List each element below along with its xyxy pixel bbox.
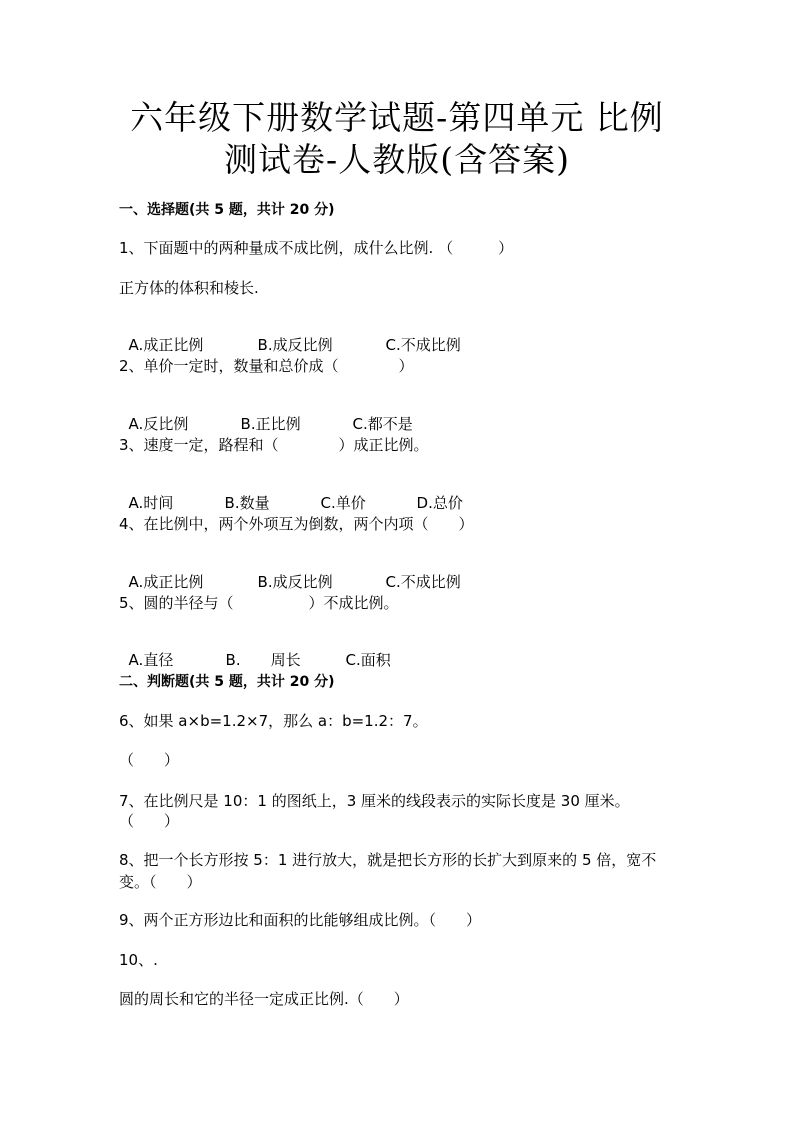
option-a[interactable]: A.成正比例 — [128, 573, 204, 591]
question-2-stem: 2、单价一定时，数量和总价成（ ） — [119, 357, 414, 375]
question-6-blank[interactable]: （ ） — [119, 751, 180, 769]
option-a[interactable]: A.反比例 — [128, 415, 189, 433]
question-1-sub: 正方体的体积和棱长. — [119, 279, 259, 297]
option-b[interactable]: B.正比例 — [240, 415, 301, 433]
page-title-line2: 测试卷-人教版(含答案) — [224, 140, 570, 179]
question-7-stem: 7、在比例尺是 10：1 的图纸上，3 厘米的线段表示的实际长度是 30 厘米。 — [119, 792, 630, 810]
question-4-stem: 4、在比例中，两个外项互为倒数，两个内项（ ） — [119, 515, 474, 533]
option-c[interactable]: C.都不是 — [352, 415, 413, 433]
section-heading-choice: 一、选择题(共 5 题，共计 20 分) — [119, 202, 335, 218]
question-10-stem: 10、. — [119, 951, 158, 969]
option-b[interactable]: B.数量 — [224, 494, 270, 512]
option-c[interactable]: C.单价 — [320, 494, 366, 512]
option-d[interactable]: D.总价 — [416, 494, 463, 512]
question-1-stem: 1、下面题中的两种量成不成比例，成什么比例. （ ） — [119, 239, 514, 257]
question-5-options — [119, 633, 391, 669]
option-a[interactable]: A.直径 — [128, 651, 174, 669]
option-a[interactable]: A.时间 — [128, 494, 174, 512]
page-title-line1: 六年级下册数学试题-第四单元 比例 — [130, 98, 664, 137]
question-6-stem: 6、如果 a×b=1.2×7，那么 a：b=1.2：7。 — [119, 712, 428, 730]
question-3-options — [119, 476, 463, 512]
option-c[interactable]: C.面积 — [345, 651, 391, 669]
question-2-options — [119, 397, 413, 433]
question-8-stem: 8、把一个长方形按 5：1 进行放大，就是把长方形的长扩大到原来的 5 倍，宽不变。（ ） — [119, 851, 657, 891]
question-9-stem: 9、两个正方形边比和面积的比能够组成比例。（ ） — [119, 911, 482, 929]
question-4-options — [119, 555, 461, 591]
option-c[interactable]: C.不成比例 — [385, 573, 461, 591]
question-1-options — [119, 318, 461, 354]
question-3-stem: 3、速度一定，路程和（ ）成正比例。 — [119, 436, 429, 454]
option-c[interactable]: C.不成比例 — [385, 336, 461, 354]
question-7-blank[interactable]: （ ） — [119, 812, 180, 830]
option-b[interactable]: B.成反比例 — [257, 573, 333, 591]
question-5-stem: 5、圆的半径与（ ）不成比例。 — [119, 594, 399, 612]
option-b[interactable]: B. 周长 — [225, 651, 301, 669]
option-b[interactable]: B.成反比例 — [257, 336, 333, 354]
option-a[interactable]: A.成正比例 — [128, 336, 204, 354]
section-heading-judge: 二、判断题(共 5 题，共计 20 分) — [119, 674, 335, 690]
question-10-sub: 圆的周长和它的半径一定成正比例.（ ） — [119, 990, 409, 1008]
